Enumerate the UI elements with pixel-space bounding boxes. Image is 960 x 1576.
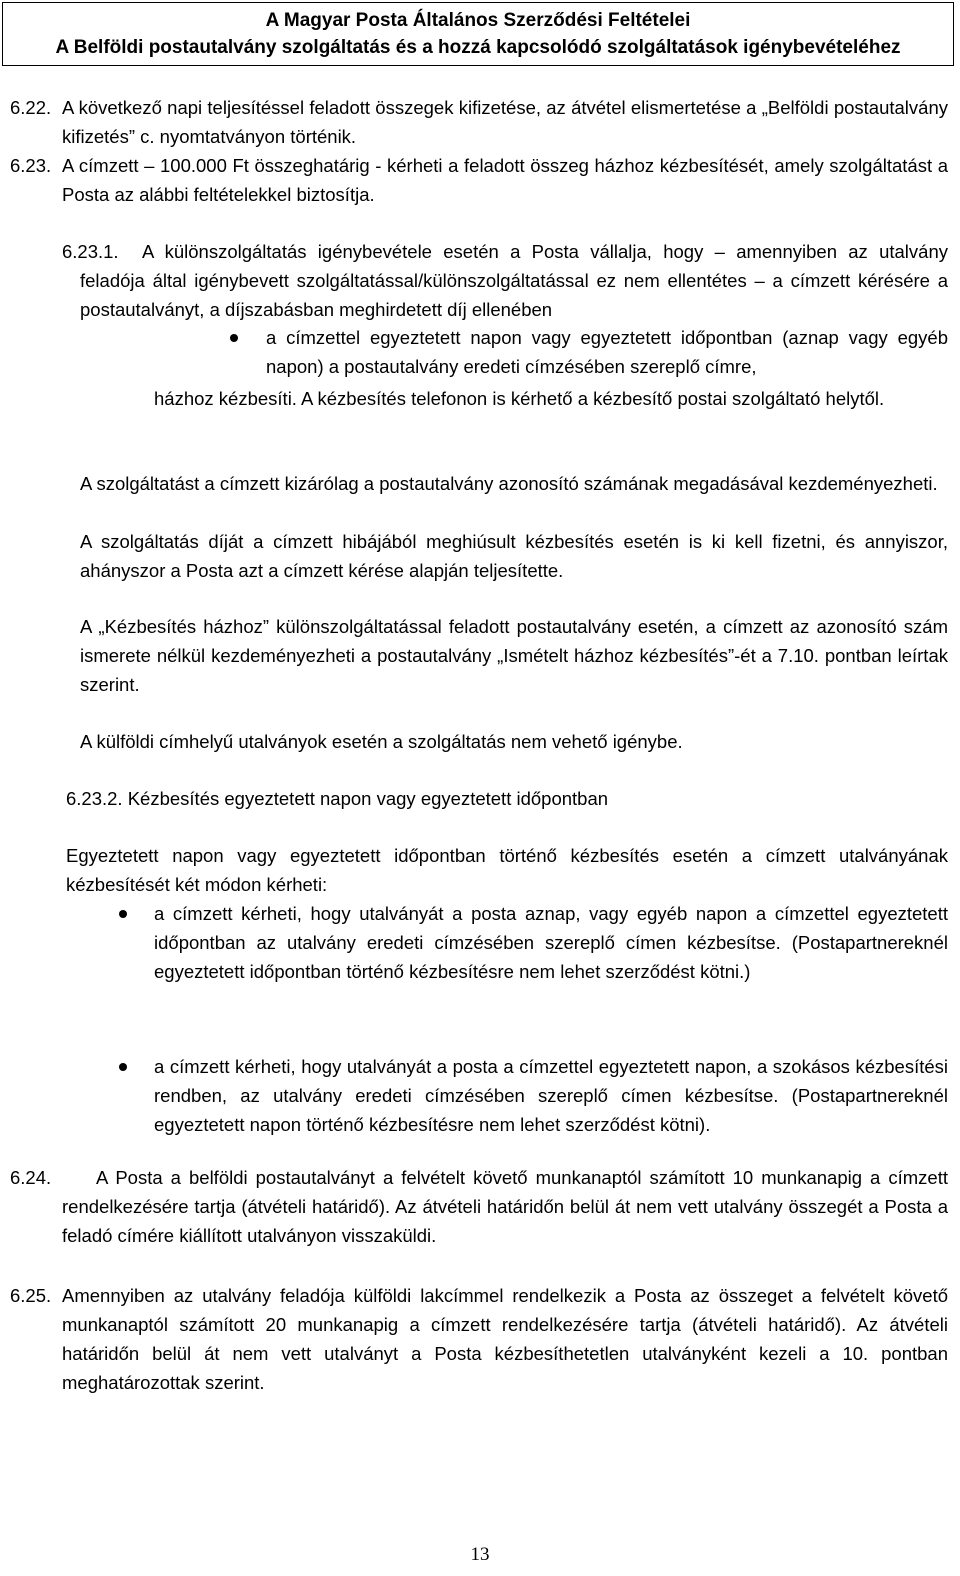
section-6-23-1-paragraph-4: A külföldi címhelyű utalványok esetén a szolgáltatás nem vehető igénybe. [80, 731, 683, 752]
section-6-25-text: Amennyiben az utalvány feladója külföldi lakcímmel rendelkezik a Posta az összeget a felvételt követő munkanaptól számított 20 munkanapig a címzett rendelkezésére tartja (átvételi határidő). Az átvételi határidőn belül át nem vett utalványt a Posta kézbesíthetetlen utalványként kezeli a 10. pontban meghatározottak szerint. [62, 1285, 948, 1393]
section-number-6-22: 6.22. [10, 97, 52, 118]
section-6-23-text: A címzett – 100.000 Ft összeghatárig - kérheti a feladott összeg házhoz kézbesítését, amely szolgáltatást a Posta az alábbi feltételekkel biztosítja. [62, 155, 948, 205]
document-header [2, 2, 954, 66]
section-6-23-2-bullet-1: a címzett kérheti, hogy utalványát a posta aznap, vagy egyéb napon a címzettel egyeztetett időpontban az utalvány eredeti címzésében szereplő címen kézbesítse. (Postapartnereknél egyeztetett időpontban történő kézbesítésre nem lehet szerződést kötni.) [154, 903, 948, 982]
section-6-23-2-title: 6.23.2. Kézbesítés egyeztetett napon vagy egyeztetett időpontban [66, 788, 609, 809]
section-6-23-2-intro: Egyeztetett napon vagy egyeztetett időpontban történő kézbesítés esetén a címzett utalványának kézbesítését két módon kérheti: [66, 845, 948, 895]
section-6-23-1-paragraph-1: A szolgáltatást a címzett kizárólag a postautalvány azonosító számának megadásával kezdeményezheti. [80, 473, 938, 494]
page-number: 13 [470, 1544, 490, 1565]
header-title: A Magyar Posta Általános Szerződési Feltételei [265, 10, 691, 31]
section-6-23-1-bullet: a címzettel egyeztetett napon vagy egyeztetett időpontban (aznap vagy egyéb napon) a postautalvány eredeti címzésében szereplő címre, [266, 327, 948, 377]
bullet-icon [119, 910, 127, 918]
section-number-6-23-1: 6.23.1. [62, 241, 119, 262]
section-6-23-1-paragraph-2: A szolgáltatás díját a címzett hibájából meghiúsult kézbesítés esetén is ki kell fizetni, és annyiszor, ahányszor a Posta azt a címzett kérése alapján teljesítette. [80, 531, 948, 581]
section-6-23-1-text: A különszolgáltatás igénybevétele esetén a Posta vállalja, hogy – amennyiben az utalvány feladója által igénybevett szolgáltatással/különszolgáltatással ez nem ellentétes – a címzett kérésére a postautalványt, a díjszabásban meghirdetett díj ellenében [80, 241, 948, 320]
section-number-6-24: 6.24. [10, 1167, 52, 1188]
header-subtitle: A Belföldi postautalvány szolgáltatás és a hozzá kapcsolódó szolgáltatások igénybevételéhez [55, 37, 901, 58]
bullet-icon [230, 334, 238, 342]
bullet-icon [119, 1063, 127, 1071]
section-6-24-text: A Posta a belföldi postautalványt a felvételt követő munkanaptól számított 10 munkanapig a címzett rendelkezésére tartja (átvételi határidő). Az átvételi határidőn belül át nem vett utalvány összegét a Posta a feladó címére kiállított utalványon visszaküldi. [62, 1167, 948, 1246]
section-6-23-1-paragraph-3: A „Kézbesítés házhoz” különszolgáltatással feladott postautalvány esetén, a címzett az azonosító szám ismerete nélkül kezdeményezheti a postautalvány „Ismételt házhoz kézbesítés”-ét a 7.10. pontban leírtak szerint. [80, 616, 948, 695]
section-6-23-2-bullet-2: a címzett kérheti, hogy utalványát a posta a címzettel egyeztetett napon, a szokásos kézbesítési rendben, az utalvány eredeti címzésében szereplő címen kézbesítse. (Postapartnereknél egyeztetett napon történő kézbesítésre nem lehet szerződést kötni). [154, 1056, 948, 1135]
section-6-22-text: A következő napi teljesítéssel feladott összegek kifizetése, az átvétel elismertetése a „Belföldi postautalvány kifizetés” c. nyomtatványon történik. [62, 97, 948, 147]
section-6-23-1-after: házhoz kézbesíti. A kézbesítés telefonon is kérhető a kézbesítő postai szolgáltató helytől. [154, 388, 885, 409]
section-number-6-23: 6.23. [10, 155, 52, 176]
section-number-6-25: 6.25. [10, 1285, 52, 1306]
